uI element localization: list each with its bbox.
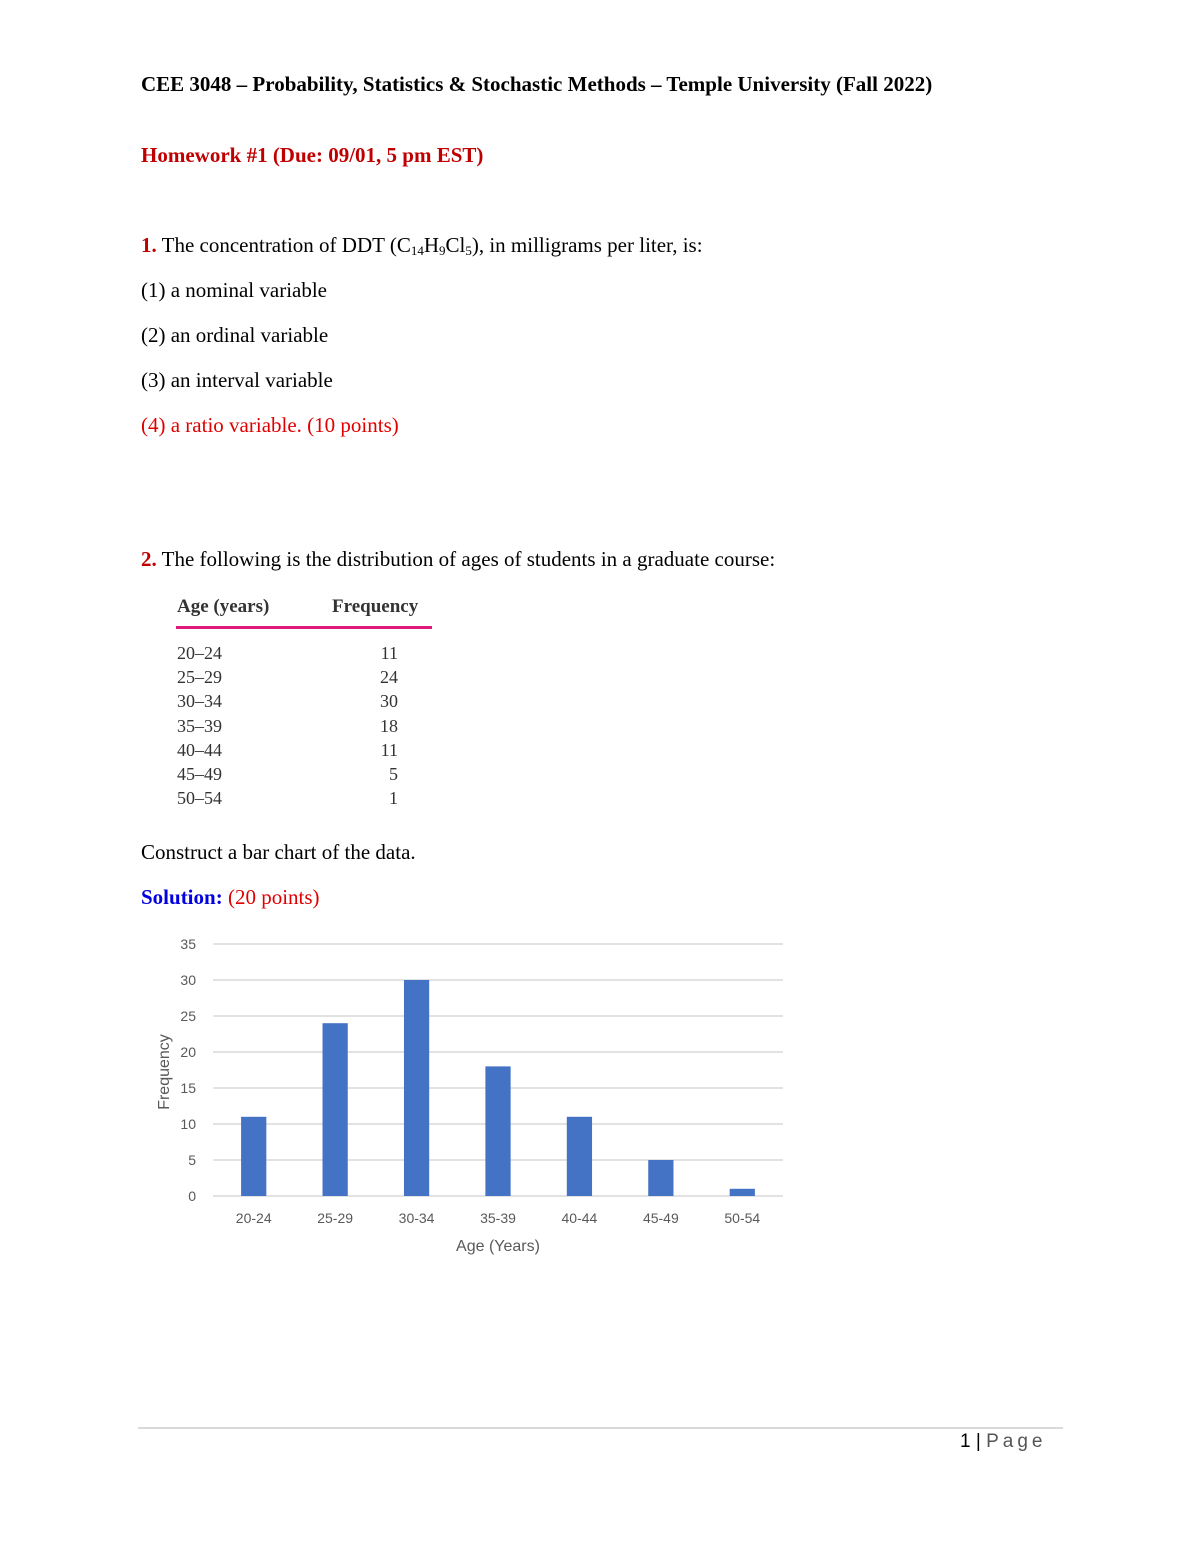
option-4-answer: (4) a ratio variable. (10 points) xyxy=(141,413,399,437)
question-2-number: 2. xyxy=(141,547,157,571)
x-tick-label: 30-34 xyxy=(398,1210,435,1226)
table-row xyxy=(176,691,432,715)
x-tick-label: 45-49 xyxy=(642,1210,679,1226)
x-tick-label: 35-39 xyxy=(480,1210,516,1226)
age-cell: 30–34 xyxy=(177,691,222,712)
table-header xyxy=(176,596,432,622)
frequency-cell: 30 xyxy=(380,691,398,712)
x-tick-label: 40-44 xyxy=(561,1210,598,1226)
table-row xyxy=(176,643,432,667)
question-1-text-after: ), in milligrams per liter, is: xyxy=(471,233,703,257)
y-tick-label: 10 xyxy=(180,1116,196,1132)
y-axis-title: Frequency xyxy=(156,1034,173,1110)
question-1-number: 1. xyxy=(141,233,157,257)
frequency-cell: 11 xyxy=(380,643,398,663)
page-label: Page xyxy=(986,1431,1047,1452)
ddt-h: H xyxy=(423,233,439,257)
option-1: (1) a nominal variable xyxy=(141,278,328,302)
age-cell: 50–54 xyxy=(177,788,222,809)
table-row xyxy=(176,740,432,764)
table-row xyxy=(176,716,432,740)
x-tick-label: 50-54 xyxy=(724,1210,761,1226)
bar xyxy=(567,1117,592,1196)
age-cell: 20–24 xyxy=(177,643,222,663)
bar xyxy=(404,980,429,1196)
y-tick-label: 30 xyxy=(180,972,196,988)
y-tick-label: 0 xyxy=(188,1188,196,1204)
ddt-subscript-c: 14 xyxy=(410,243,424,258)
ddt-subscript-h: 9 xyxy=(439,243,446,258)
bar xyxy=(648,1160,673,1196)
solution-line xyxy=(141,885,320,910)
age-cell: 40–44 xyxy=(177,739,222,760)
question-2-text: The following is the distribution of ages of students in a graduate course: xyxy=(156,547,776,571)
frequency-cell: 18 xyxy=(380,715,398,736)
table-row xyxy=(176,667,432,691)
question-2 xyxy=(141,547,775,572)
y-tick-label: 25 xyxy=(180,1008,196,1024)
frequency-cell: 5 xyxy=(389,763,398,784)
ddt-subscript-cl: 5 xyxy=(465,243,472,258)
y-tick-label: 5 xyxy=(188,1152,196,1168)
solution-label: Solution: xyxy=(141,885,223,909)
table-row xyxy=(176,764,432,788)
instruction-text: Construct a bar chart of the data. xyxy=(141,840,416,864)
bar xyxy=(323,1023,348,1196)
age-cell: 45–49 xyxy=(177,763,222,784)
age-cell: 25–29 xyxy=(177,667,222,688)
page-number: 1 xyxy=(960,1431,971,1452)
solution-points: (20 points) xyxy=(222,885,320,909)
header-frequency: Frequency xyxy=(332,596,419,617)
x-axis-title: Age (Years) xyxy=(456,1238,540,1255)
page-footer xyxy=(960,1431,1046,1453)
y-tick-label: 20 xyxy=(180,1044,196,1060)
document-header: CEE 3048 – Probability, Statistics & Stochastic Methods – Temple University (Fall 2022) xyxy=(141,72,933,96)
bar xyxy=(730,1189,755,1196)
y-tick-label: 15 xyxy=(180,1080,196,1096)
frequency-cell: 24 xyxy=(380,667,398,688)
question-1-text-before: The concentration of DDT (C xyxy=(156,233,411,257)
homework-title: Homework #1 (Due: 09/01, 5 pm EST) xyxy=(141,143,484,167)
frequency-bar-chart xyxy=(140,928,800,1268)
x-tick-label: 20-24 xyxy=(235,1210,272,1226)
question-1 xyxy=(141,233,703,258)
option-2: (2) an ordinal variable xyxy=(141,323,329,347)
option-3: (3) an interval variable xyxy=(141,368,333,392)
table-header-rule xyxy=(176,626,432,629)
x-tick-label: 25-29 xyxy=(317,1210,354,1226)
header-age: Age (years) xyxy=(177,596,270,617)
age-frequency-table xyxy=(176,596,432,812)
age-cell: 35–39 xyxy=(177,715,222,736)
table-row xyxy=(176,788,432,812)
bar xyxy=(241,1117,266,1196)
footer-separator: | xyxy=(970,1431,987,1452)
bar xyxy=(485,1066,510,1196)
frequency-cell: 1 xyxy=(389,788,398,809)
frequency-cell: 11 xyxy=(380,739,398,760)
ddt-cl: Cl xyxy=(445,233,466,257)
y-tick-label: 35 xyxy=(180,936,196,952)
footer-divider xyxy=(138,1427,1063,1429)
